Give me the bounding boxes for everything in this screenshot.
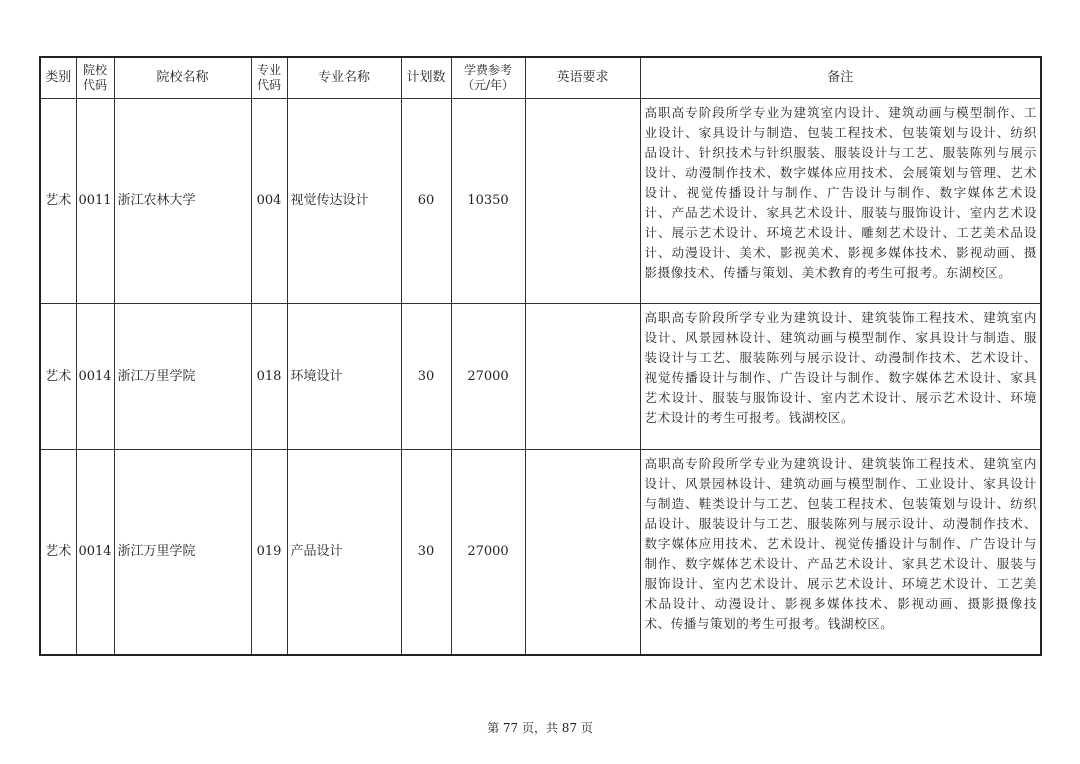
cell-school-name: 浙江万里学院 <box>114 450 251 655</box>
cell-school-name: 浙江万里学院 <box>114 304 251 450</box>
cell-school-code: 0014 <box>76 304 114 450</box>
table-row <box>40 99 1041 304</box>
cell-major-code: 018 <box>251 304 287 450</box>
cell-tuition: 27000 <box>451 304 525 450</box>
cell-major-code: 019 <box>251 450 287 655</box>
admission-plan-table <box>39 56 1042 656</box>
cell-category: 艺术 <box>40 99 76 304</box>
cell-english-requirement <box>525 450 640 655</box>
table-row <box>40 450 1041 655</box>
cell-tuition: 10350 <box>451 99 525 304</box>
header-english-requirement: 英语要求 <box>525 57 640 99</box>
cell-school-name: 浙江农林大学 <box>114 99 251 304</box>
cell-major-name: 视觉传达设计 <box>287 99 401 304</box>
header-category: 类别 <box>40 57 76 99</box>
cell-remarks: 高职高专阶段所学专业为建筑室内设计、建筑动画与模型制作、工业设计、家具设计与制造、包装工程技术、包装策划与设计、纺织品设计、针织技术与针织服装、服装设计与工艺、服装陈列与展示设计、动漫制作技术、数字媒体应用技术、会展策划与管理、艺术设计、视觉传播设计与制作、广告设计与制作、数字媒体艺术设计、产品艺术设计、家具艺术设计、服装与服饰设计、室内艺术设计、展示艺术设计、环境艺术设计、雕刻艺术设计、工艺美术品设计、动漫设计、美术、影视美术、影视多媒体技术、影视动画、摄影摄像技术、传播与策划、美术教育的考生可报考。东湖校区。 <box>640 99 1041 304</box>
cell-plan-count: 60 <box>401 99 451 304</box>
cell-tuition: 27000 <box>451 450 525 655</box>
header-remarks: 备注 <box>640 57 1041 99</box>
header-plan-count: 计划数 <box>401 57 451 99</box>
cell-category: 艺术 <box>40 304 76 450</box>
cell-plan-count: 30 <box>401 304 451 450</box>
header-tuition: 学费参考 （元/年） <box>451 57 525 99</box>
header-major-name: 专业名称 <box>287 57 401 99</box>
cell-school-code: 0011 <box>76 99 114 304</box>
page-number: 第 77 页，共 87 页 <box>487 721 593 735</box>
cell-english-requirement <box>525 99 640 304</box>
cell-remarks: 高职高专阶段所学专业为建筑设计、建筑装饰工程技术、建筑室内设计、风景园林设计、建筑动画与模型制作、家具设计与制造、服装设计与工艺、服装陈列与展示设计、动漫制作技术、艺术设计、视觉传播设计与制作、广告设计与制作、数字媒体艺术设计、家具艺术设计、服装与服饰设计、室内艺术设计、展示艺术设计、环境艺术设计的考生可报考。钱湖校区。 <box>640 304 1041 450</box>
header-school-code: 院校 代码 <box>76 57 114 99</box>
header-row <box>40 57 1041 99</box>
header-school-name: 院校名称 <box>114 57 251 99</box>
cell-plan-count: 30 <box>401 450 451 655</box>
cell-major-code: 004 <box>251 99 287 304</box>
cell-major-name: 环境设计 <box>287 304 401 450</box>
cell-major-name: 产品设计 <box>287 450 401 655</box>
cell-remarks: 高职高专阶段所学专业为建筑设计、建筑装饰工程技术、建筑室内设计、风景园林设计、建筑动画与模型制作、工业设计、家具设计与制造、鞋类设计与工艺、包装工程技术、包装策划与设计、纺织品设计、服装设计与工艺、服装陈列与展示设计、动漫制作技术、数字媒体应用技术、艺术设计、视觉传播设计与制作、广告设计与制作、数字媒体艺术设计、产品艺术设计、家具艺术设计、服装与服饰设计、室内艺术设计、展示艺术设计、环境艺术设计、工艺美术品设计、动漫设计、影视多媒体技术、影视动画、摄影摄像技术、传播与策划的考生可报考。钱湖校区。 <box>640 450 1041 655</box>
cell-english-requirement <box>525 304 640 450</box>
header-major-code: 专业 代码 <box>251 57 287 99</box>
cell-category: 艺术 <box>40 450 76 655</box>
table-row <box>40 304 1041 450</box>
cell-school-code: 0014 <box>76 450 114 655</box>
